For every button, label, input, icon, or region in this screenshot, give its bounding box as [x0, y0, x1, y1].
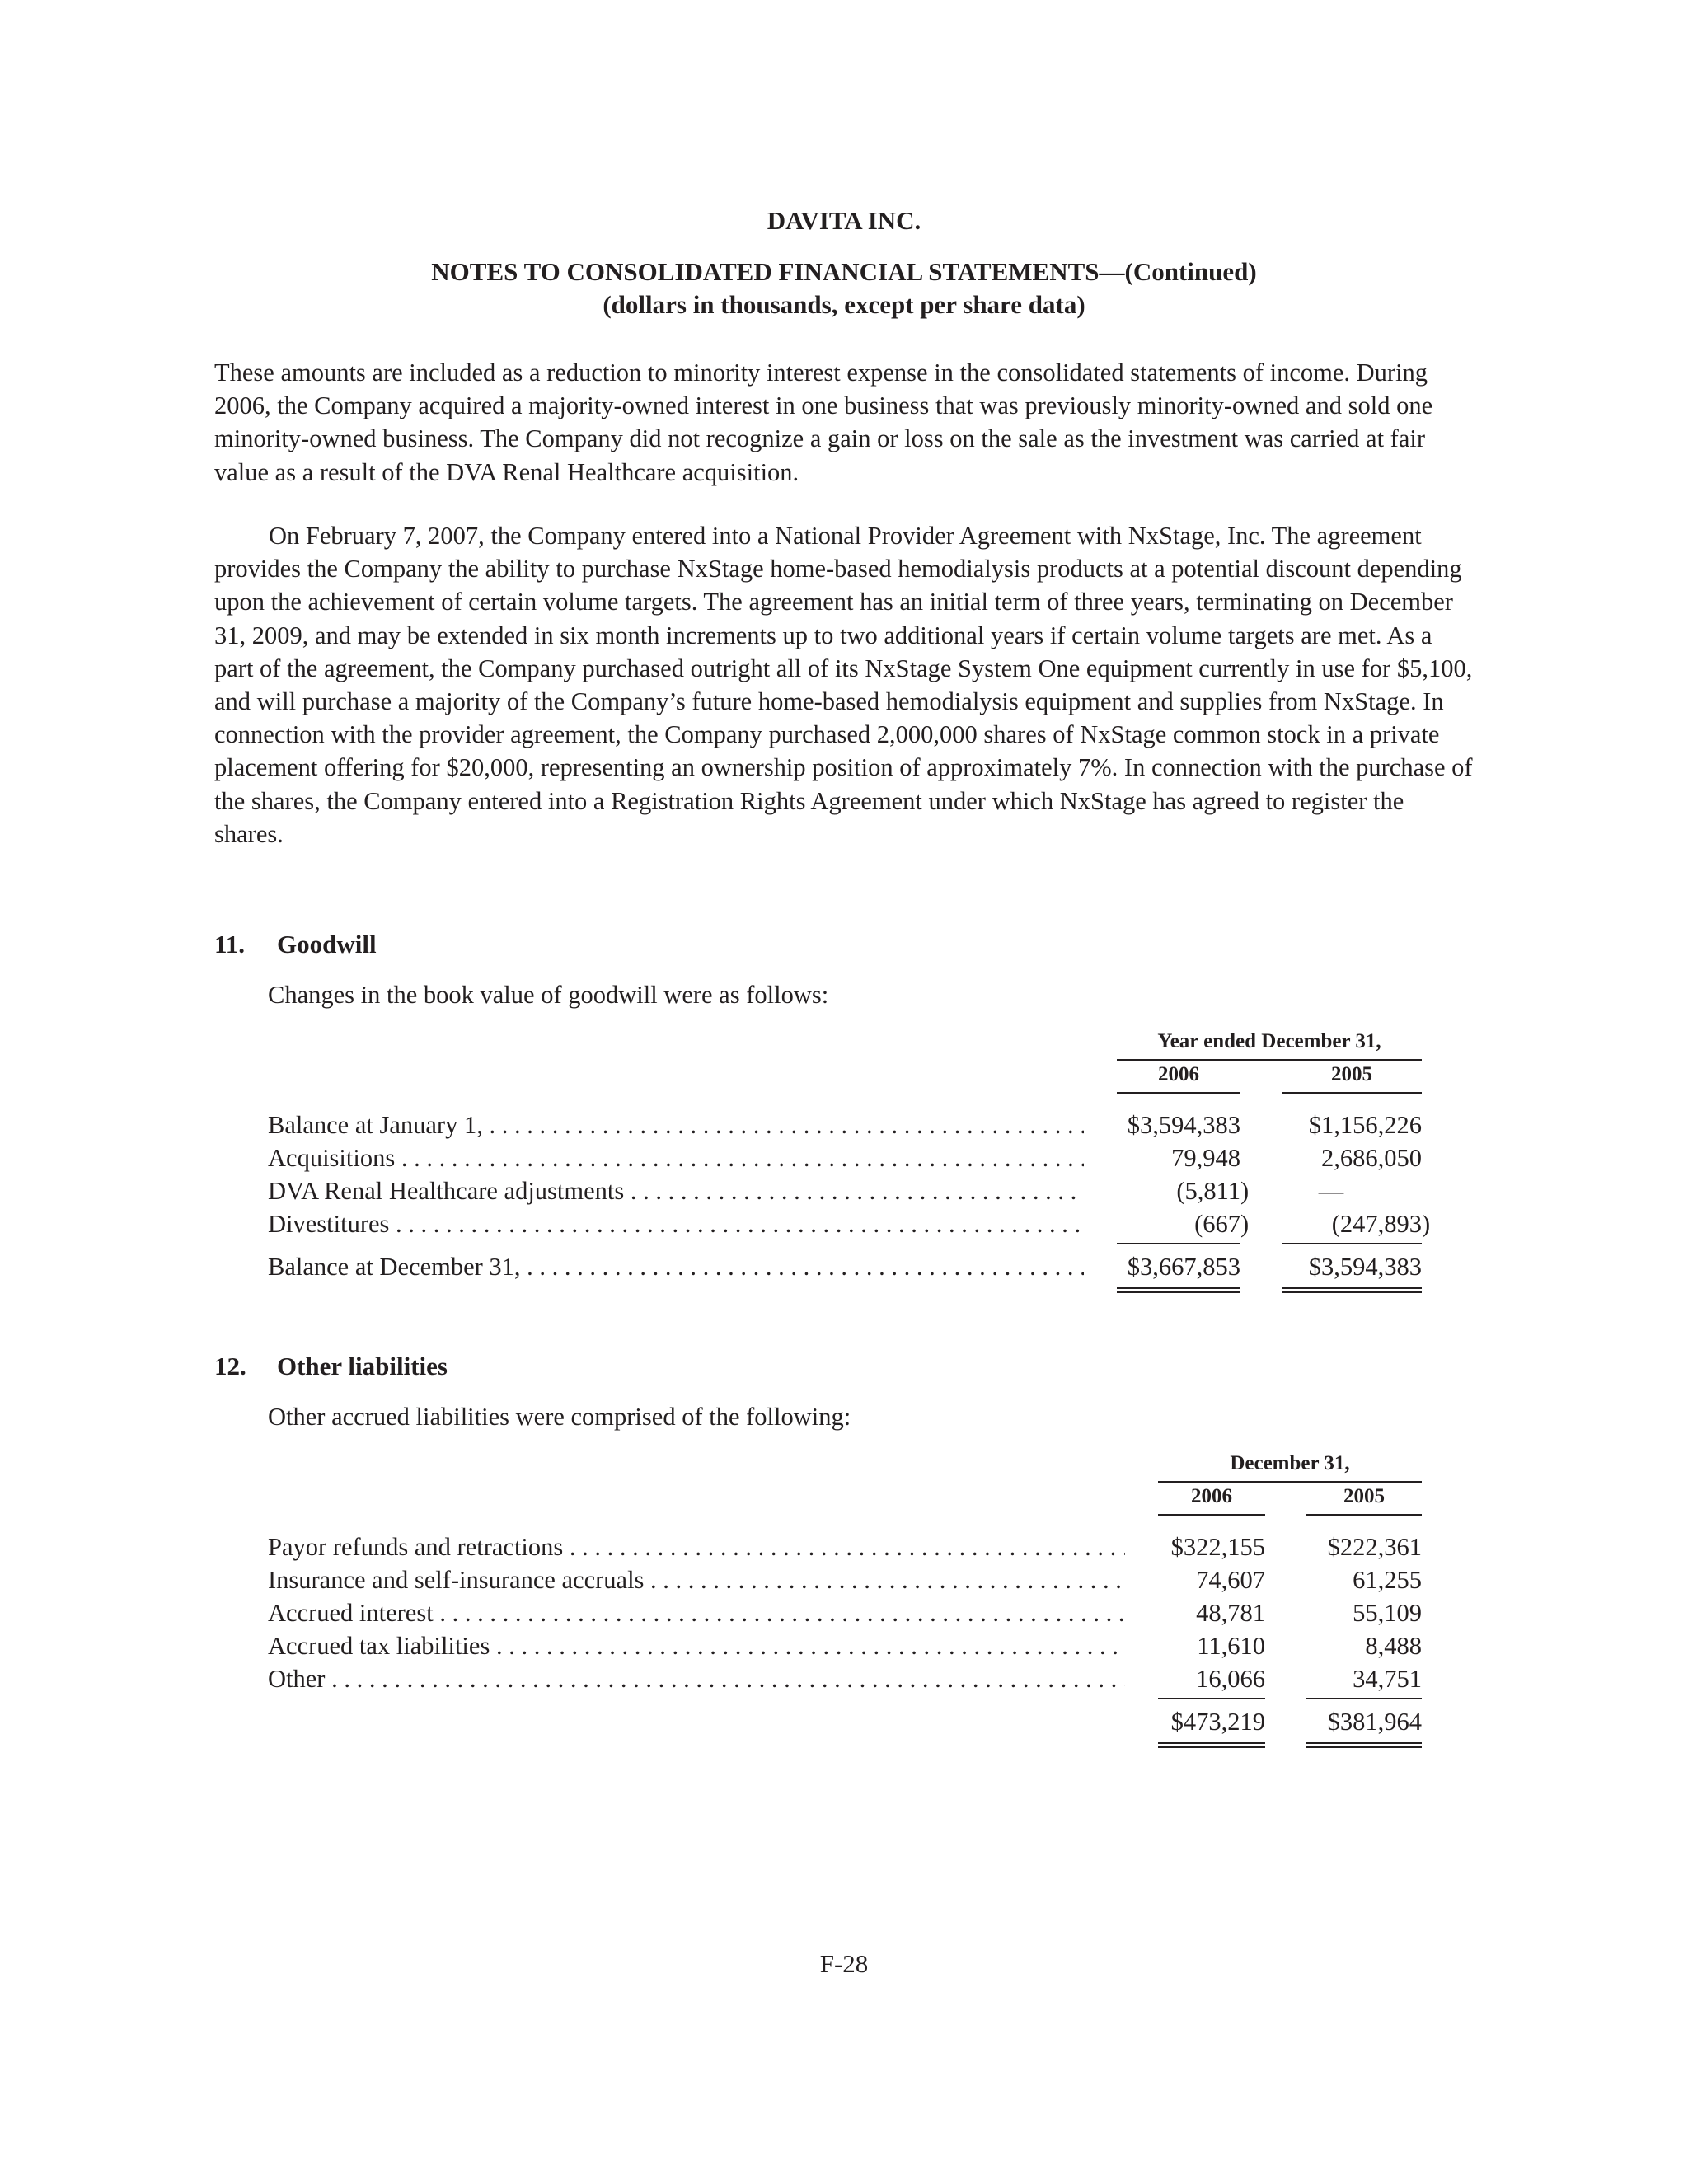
- close-paren: ): [1240, 1210, 1250, 1238]
- column-header-2005: 2005: [1343, 1485, 1385, 1507]
- column-header-2005: 2005: [1331, 1063, 1372, 1085]
- subtotal-rule-2006: [1117, 1243, 1240, 1244]
- other-liabilities-intro: Other accrued liabilities were comprised of the following:: [268, 1403, 851, 1431]
- value-2005: (247,893: [1331, 1210, 1422, 1238]
- total-2005: $381,964: [1327, 1708, 1422, 1736]
- page-title: NOTES TO CONSOLIDATED FINANCIAL STATEMENTS—(Continued): [431, 257, 1257, 286]
- section-title: Other liabilities: [277, 1352, 448, 1380]
- row-label: Payor refunds and retractions . . .: [268, 1533, 1125, 1562]
- column-rule-2006: [1117, 1092, 1240, 1094]
- row-label: Accrued interest . . .: [268, 1599, 1125, 1628]
- table-row: [268, 1533, 1438, 1566]
- goodwill-intro: Changes in the book value of goodwill were as follows:: [268, 981, 829, 1009]
- company-name: DAVITA INC.: [767, 206, 921, 235]
- value-2006: 11,610: [1197, 1632, 1265, 1660]
- table-row: [268, 1210, 1438, 1243]
- row-label: Balance at January 1, . . .: [268, 1111, 1084, 1140]
- column-rule-2005: [1282, 1092, 1422, 1094]
- header-rule: [1117, 1059, 1422, 1061]
- total-row: [268, 1708, 1438, 1741]
- column-rule-2005: [1306, 1514, 1422, 1516]
- section-title: Goodwill: [277, 930, 377, 958]
- value-2006: (5,811: [1176, 1177, 1240, 1205]
- period-header: Year ended December 31,: [1157, 1030, 1381, 1052]
- value-2006: 79,948: [1171, 1144, 1240, 1172]
- header-rule: [1158, 1481, 1422, 1483]
- period-header: December 31,: [1230, 1452, 1350, 1474]
- table-row: [268, 1665, 1438, 1698]
- paragraph-minority-interest: These amounts are included as a reduction to minority interest expense in the consolidated statements of income. During 2006, the Company acquired a majority-owned interest in one business that was previously minority-owned and sold one minority-owned business. The Company did not recognize a gain or loss on the sale as the investment was carried at fair value as a result of the DVA Renal Healthcare acquisition.: [214, 359, 1433, 486]
- total-2006: $473,219: [1170, 1708, 1265, 1736]
- column-rule-2006: [1158, 1514, 1265, 1516]
- subtotal-rule-2005: [1306, 1698, 1422, 1699]
- double-rule-2006: [1158, 1742, 1265, 1748]
- row-label: Balance at December 31, . . .: [268, 1253, 1084, 1282]
- value-2005: —: [1318, 1177, 1344, 1205]
- value-2006: $3,594,383: [1127, 1111, 1240, 1139]
- row-label: Divestitures . . .: [268, 1210, 1084, 1239]
- value-2006: 74,607: [1196, 1566, 1265, 1594]
- value-2005: 61,255: [1353, 1566, 1422, 1594]
- paragraph-nxstage-agreement: On February 7, 2007, the Company entered into a National Provider Agreement with NxStage, Inc. The agreement provides the Company the ability to purchase NxStage home-based hemodialysis products at a potential discount depending upon the achievement of certain volume targets. The agreement has an initial term of three years, terminating on December 31, 2009, and may be extended in six month increments up to two additional years if certain volume targets are met. As a part of the agreement, the Company purchased outright all of its NxStage System One equipment currently in use for $5,100, and will purchase a majority of the Company’s future home-based hemodialysis equipment and supplies from NxStage. In connection with the provider agreement, the Company purchased 2,000,000 shares of NxStage common stock in a private placement offering for $20,000, representing an ownership position of approximately 7%. In connection with the purchase of the shares, the Company entered into a Registration Rights Agreement under which NxStage has agreed to register the shares.: [214, 522, 1473, 848]
- value-2006: $322,155: [1170, 1533, 1265, 1561]
- subtotal-rule-2005: [1282, 1243, 1422, 1244]
- value-2006: 16,066: [1196, 1665, 1265, 1693]
- column-header-2006: 2006: [1191, 1485, 1232, 1507]
- table-row: [268, 1599, 1438, 1632]
- value-2005: 8,488: [1365, 1632, 1422, 1660]
- row-label: Accrued tax liabilities . . .: [268, 1632, 1125, 1661]
- close-paren: ): [1422, 1210, 1431, 1238]
- value-2005: $222,361: [1327, 1533, 1422, 1561]
- table-row: [268, 1111, 1438, 1144]
- total-2006: $3,667,853: [1127, 1253, 1240, 1281]
- close-paren: ): [1240, 1177, 1250, 1205]
- section-heading-goodwill: [214, 930, 377, 959]
- section-number: 12.: [214, 1352, 246, 1380]
- total-2005: $3,594,383: [1308, 1253, 1422, 1281]
- page-number: F-28: [819, 1949, 869, 1978]
- value-2006: (667: [1194, 1210, 1240, 1238]
- table-row: [268, 1144, 1438, 1177]
- value-2005: 34,751: [1353, 1665, 1422, 1693]
- value-2005: 55,109: [1353, 1599, 1422, 1627]
- value-2005: $1,156,226: [1308, 1111, 1422, 1139]
- table-row: [268, 1566, 1438, 1599]
- section-number: 11.: [214, 930, 246, 958]
- table-row: [268, 1632, 1438, 1665]
- double-rule-2005: [1282, 1287, 1422, 1293]
- section-heading-other-liabilities: [214, 1352, 448, 1381]
- page-subtitle: (dollars in thousands, except per share data): [603, 290, 1085, 319]
- double-rule-2005: [1306, 1742, 1422, 1748]
- value-2005: 2,686,050: [1321, 1144, 1422, 1172]
- subtotal-rule-2006: [1158, 1698, 1265, 1699]
- double-rule-2006: [1117, 1287, 1240, 1293]
- row-label: DVA Renal Healthcare adjustments . . .: [268, 1177, 1084, 1206]
- total-row: [268, 1253, 1438, 1286]
- table-row: [268, 1177, 1438, 1210]
- row-label: Acquisitions . . .: [268, 1144, 1084, 1173]
- column-header-2006: 2006: [1158, 1063, 1199, 1085]
- row-label: Insurance and self-insurance accruals . . .: [268, 1566, 1125, 1595]
- value-2006: 48,781: [1196, 1599, 1265, 1627]
- row-label: Other . . .: [268, 1665, 1125, 1694]
